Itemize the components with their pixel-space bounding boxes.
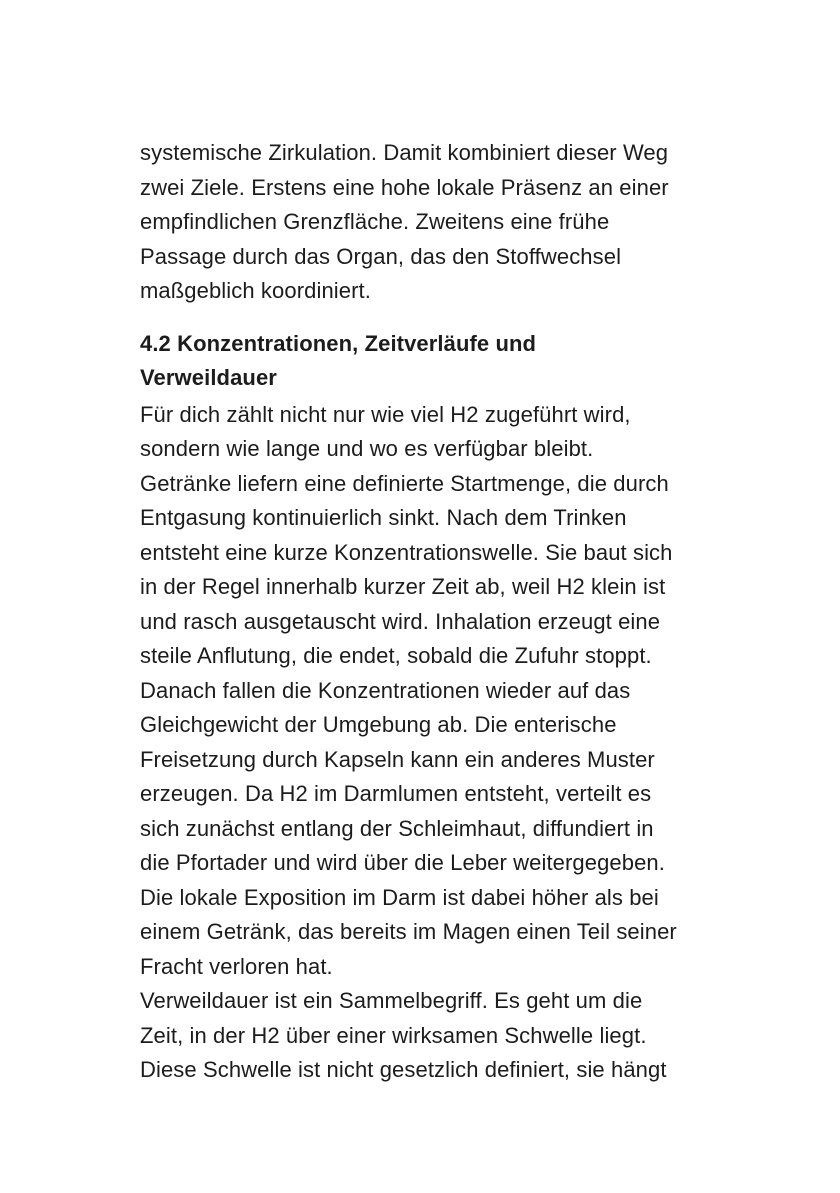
text-line: Passage durch das Organ, das den Stoffwechsel	[140, 243, 622, 269]
text-line: Diese Schwelle ist nicht gesetzlich definiert, sie hängt	[140, 1057, 667, 1082]
text-line: zwei Ziele. Erstens eine hohe lokale Präsenz an einer	[140, 174, 669, 200]
text-line: Für dich zählt nicht nur wie viel H2 zugeführt wird,	[140, 401, 631, 427]
text-line: Verweildauer ist ein Sammelbegriff. Es geht um die	[140, 988, 643, 1013]
text-line: Zeit, in der H2 über einer wirksamen Schwelle liegt.	[140, 1022, 647, 1048]
section-heading-line: Verweildauer	[140, 365, 277, 390]
section-heading-line: 4.2 Konzentrationen, Zeitverläufe und	[140, 330, 537, 356]
text-line: die Pfortader und wird über die Leber weitergegeben.	[140, 850, 665, 875]
text-line: empfindlichen Grenzfläche. Zweitens eine frühe	[140, 209, 610, 234]
text-line: Die lokale Exposition im Darm ist dabei höher als bei	[140, 884, 659, 910]
text-line: sich zunächst entlang der Schleimhaut, diffundiert in	[140, 815, 654, 841]
residence-paragraph	[140, 984, 712, 1088]
text-line: Getränke liefern eine definierte Startmenge, die durch	[140, 470, 669, 496]
text-line: steile Anflutung, die endet, sobald die Zufuhr stoppt.	[140, 643, 652, 668]
text-line: einem Getränk, das bereits im Magen einen Teil seiner	[140, 919, 677, 944]
text-line: Entgasung kontinuierlich sinkt. Nach dem Trinken	[140, 505, 627, 530]
intro-paragraph	[140, 136, 712, 309]
text-line: Gleichgewicht der Umgebung ab. Die enterische	[140, 712, 617, 737]
text-line: Freisetzung durch Kapseln kann ein anderes Muster	[140, 746, 655, 772]
section-heading	[140, 327, 712, 396]
text-line: entsteht eine kurze Konzentrationswelle. Sie baut sich	[140, 539, 673, 565]
text-column	[140, 136, 712, 1088]
text-line: in der Regel innerhalb kurzer Zeit ab, weil H2 klein ist	[140, 574, 666, 599]
text-line: maßgeblich koordiniert.	[140, 278, 371, 303]
text-line: sondern wie lange und wo es verfügbar bleibt.	[140, 436, 594, 461]
main-paragraph	[140, 398, 712, 985]
text-line: Danach fallen die Konzentrationen wieder auf das	[140, 677, 631, 703]
text-line: systemische Zirkulation. Damit kombiniert dieser Weg	[140, 140, 669, 165]
text-line: und rasch ausgetauscht wird. Inhalation erzeugt eine	[140, 608, 661, 634]
text-line: Fracht verloren hat.	[140, 953, 333, 979]
text-line: erzeugen. Da H2 im Darmlumen entsteht, verteilt es	[140, 781, 652, 806]
